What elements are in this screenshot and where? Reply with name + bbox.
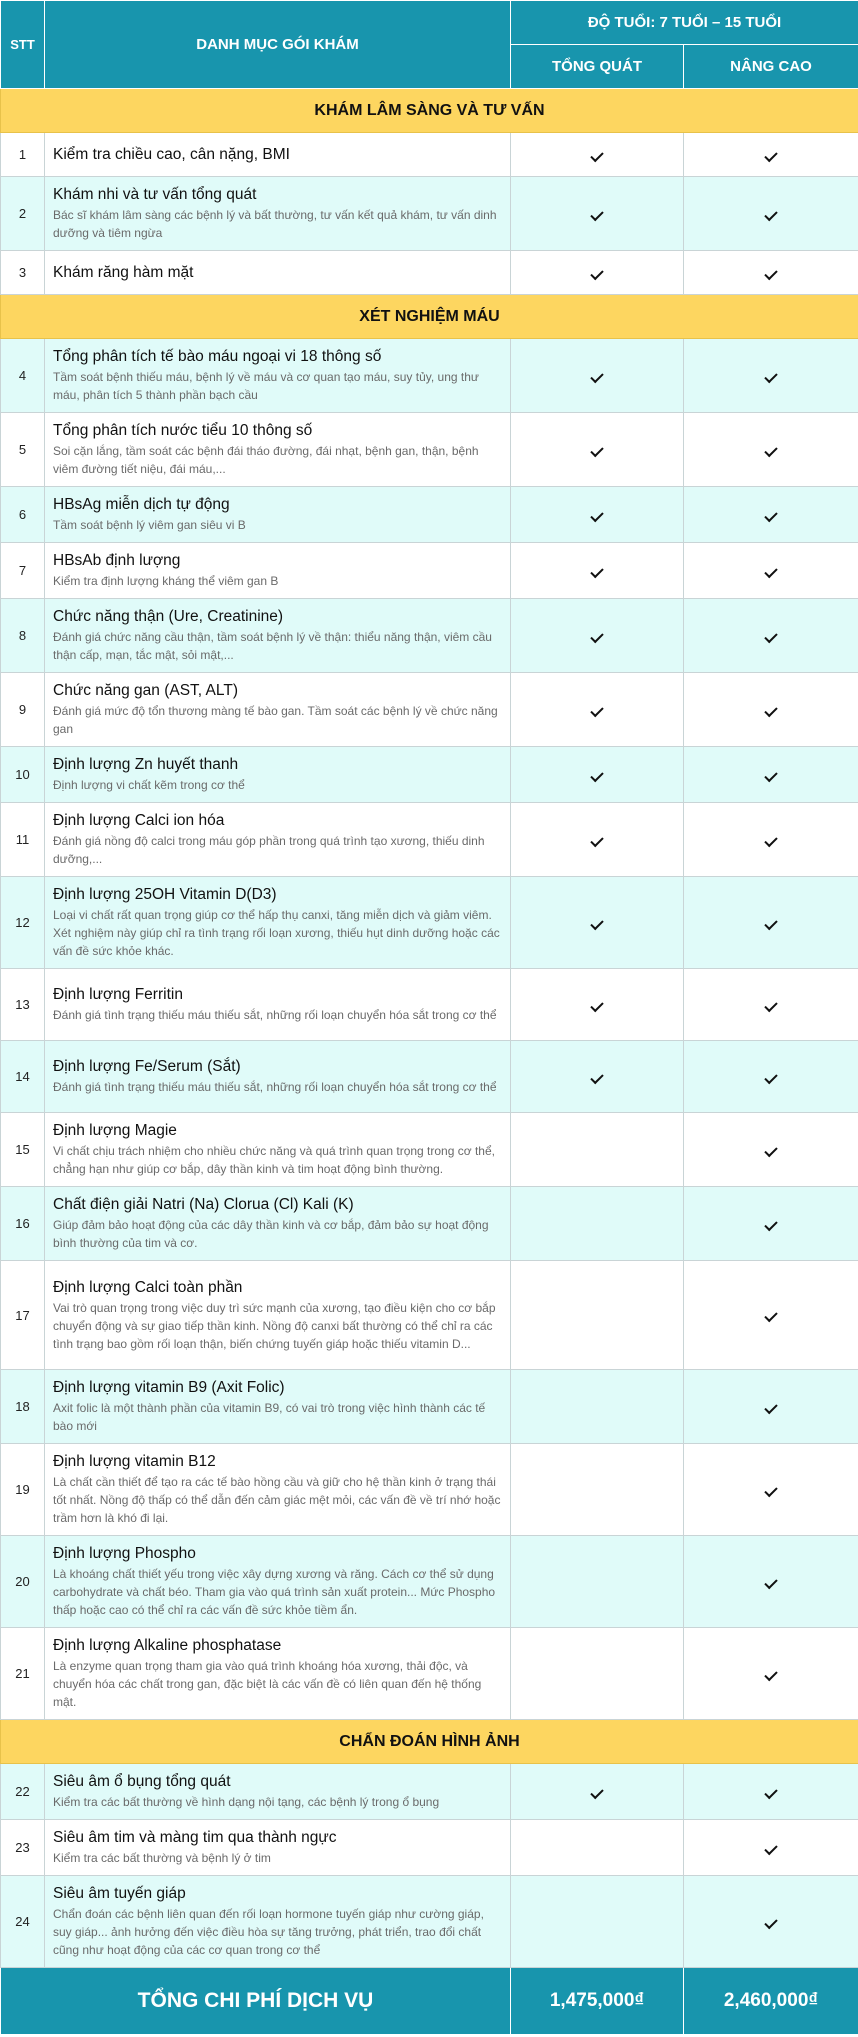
table-row [1,1764,858,1820]
service-cell [45,1764,511,1820]
check-icon [764,1483,777,1496]
service-description: Đánh giá chức năng cầu thận, tầm soát bệnh lý về thận: thiểu năng thận, viêm cầu thận cấp, mạn, tắc mật, sỏi mật,... [53,630,492,662]
table-row [1,1820,858,1876]
advanced-package-cell [684,1041,858,1113]
service-description: Kiểm tra các bất thường về hình dạng nội tạng, các bệnh lý trong ổ bụng [53,1795,440,1809]
service-cell [45,877,511,969]
check-icon [764,148,777,161]
row-number: 4 [1,339,45,413]
advanced-package-cell [684,1628,858,1720]
basic-package-cell [511,487,684,543]
header-category: DANH MỤC GÓI KHÁM [45,1,511,89]
check-icon [590,916,603,929]
service-description: Axit folic là một thành phần của vitamin B9, có vai trò trong việc hình thành các tế bào mới [53,1401,486,1433]
service-description: Đánh giá nồng độ calci trong máu góp phần trong quá trình tạo xương, thiếu dinh dưỡng,... [53,834,485,866]
advanced-package-cell [684,1187,858,1261]
service-cell [45,1370,511,1444]
header-basic-package: TỔNG QUÁT [511,45,684,89]
service-title: Kiểm tra chiều cao, cân nặng, BMI [53,145,290,163]
basic-package-cell [511,1876,684,1968]
row-number: 7 [1,543,45,599]
service-description: Tầm soát bệnh thiếu máu, bệnh lý về máu và cơ quan tạo máu, suy tủy, ung thư máu, phân tích 5 thành phần bạch cầu [53,370,479,402]
service-description: Chẩn đoán các bệnh liên quan đến rối loạn hormone tuyến giáp như cường giáp, suy giáp... ảnh hưởng đến việc điều hòa sự tăng trưởng, phát triển, trao đổi chất cũng như hoạt động của các cơ quan trong cơ thể [53,1907,484,1957]
service-title: HBsAg miễn dịch tự động [53,496,230,513]
row-number: 14 [1,1041,45,1113]
service-title: Chức năng gan (AST, ALT) [53,682,238,699]
service-cell [45,1820,511,1876]
service-cell [45,177,511,251]
service-cell [45,413,511,487]
advanced-package-cell [684,1536,858,1628]
basic-package-cell [511,1370,684,1444]
service-cell [45,251,511,295]
table-row [1,1187,858,1261]
service-description: Là chất cần thiết để tạo ra các tế bào hồng cầu và giữ cho hệ thần kinh ở trạng thái tốt nhất. Nồng độ thấp có thể dẫn đến cảm giác mệt mỏi, các vấn đề về trí nhớ hoặc trầm hơn là khó đi lại. [53,1475,501,1525]
table-row [1,1628,858,1720]
table-row [1,133,858,177]
service-description: Vi chất chịu trách nhiệm cho nhiều chức năng và quá trình quan trọng trong cơ thể, chẳng hạn như giúp cơ bắp, dây thần kinh và tim hoạt động bình thường. [53,1144,495,1176]
total-row [1,1968,858,2035]
check-icon [764,266,777,279]
row-number: 3 [1,251,45,295]
service-description: Đánh giá tình trạng thiếu máu thiếu sắt, những rối loạn chuyển hóa sắt trong cơ thể [53,1008,497,1022]
check-icon [590,629,603,642]
check-icon [590,768,603,781]
advanced-package-cell [684,543,858,599]
check-icon [590,1785,603,1798]
check-icon [590,1070,603,1083]
table-row [1,1261,858,1370]
row-number: 24 [1,1876,45,1968]
advanced-package-cell [684,177,858,251]
basic-package-cell [511,543,684,599]
service-title: HBsAb định lượng [53,552,181,569]
check-icon [764,1217,777,1230]
table-row [1,1444,858,1536]
service-title: Tổng phân tích tế bào máu ngoại vi 18 thông số [53,348,382,365]
table-row [1,673,858,747]
row-number: 17 [1,1261,45,1370]
row-number: 6 [1,487,45,543]
service-description: Soi cặn lắng, tầm soát các bệnh đái tháo đường, đái nhạt, bệnh gan, thận, bệnh viêm đường tiết niệu, đái máu,... [53,444,479,476]
basic-package-cell [511,747,684,803]
service-title: Định lượng vitamin B12 [53,1453,216,1470]
row-number: 16 [1,1187,45,1261]
basic-package-cell [511,1187,684,1261]
check-icon [764,703,777,716]
table-row [1,177,858,251]
service-description: Đánh giá tình trạng thiếu máu thiếu sắt, những rối loạn chuyển hóa sắt trong cơ thể [53,1080,497,1094]
section-title: XÉT NGHIỆM MÁU [1,295,858,339]
service-title: Định lượng Calci toàn phần [53,1278,243,1296]
table-row [1,1041,858,1113]
row-number: 15 [1,1113,45,1187]
advanced-package-cell [684,599,858,673]
service-title: Định lượng 25OH Vitamin D(D3) [53,886,277,903]
section-title: CHẨN ĐOÁN HÌNH ẢNH [1,1720,858,1764]
table-row [1,413,858,487]
service-cell [45,747,511,803]
check-icon [590,508,603,521]
service-description: Vai trò quan trọng trong việc duy trì sức mạnh của xương, tạo điều kiện cho cơ bắp chuyển động và sự giao tiếp thần kinh. Nồng độ canxi bất thường có thể chỉ ra các tình trạng bao gồm rối loạn thận, biến chứng tuyến giáp hoặc thiếu vitamin D... [53,1300,496,1351]
table-row [1,543,858,599]
check-icon [764,1309,777,1322]
service-title: Tổng phân tích nước tiểu 10 thông số [53,422,313,439]
header-advanced-package: NÂNG CAO [684,45,858,89]
table-row [1,251,858,295]
check-icon [764,443,777,456]
row-number: 18 [1,1370,45,1444]
service-cell [45,673,511,747]
table-row [1,599,858,673]
basic-package-cell [511,177,684,251]
check-icon [764,1915,777,1928]
basic-package-cell [511,877,684,969]
check-icon [764,916,777,929]
advanced-package-cell [684,1370,858,1444]
table-row [1,339,858,413]
table-row [1,969,858,1041]
service-title: Khám răng hàm mặt [53,263,194,281]
check-icon [590,207,603,220]
basic-package-cell [511,1820,684,1876]
advanced-package-cell [684,1876,858,1968]
row-number: 5 [1,413,45,487]
advanced-package-cell [684,1261,858,1370]
service-description: Đánh giá mức độ tổn thương màng tế bào gan. Tầm soát các bệnh lý về chức năng gan [53,704,498,736]
check-icon [764,998,777,1011]
check-icon [764,1841,777,1854]
check-icon [764,564,777,577]
basic-package-cell [511,673,684,747]
service-title: Định lượng Calci ion hóa [53,812,225,829]
service-title: Khám nhi và tư vấn tổng quát [53,186,257,203]
service-cell [45,339,511,413]
advanced-package-cell [684,803,858,877]
service-description: Định lượng vi chất kẽm trong cơ thể [53,778,245,792]
advanced-package-cell [684,673,858,747]
row-number: 13 [1,969,45,1041]
table-row [1,803,858,877]
section-row [1,295,858,339]
basic-package-cell [511,251,684,295]
service-title: Định lượng Ferritin [53,986,183,1003]
section-title: KHÁM LÂM SÀNG VÀ TƯ VẤN [1,89,858,133]
row-number: 8 [1,599,45,673]
service-description: Kiểm tra định lượng kháng thể viêm gan B [53,574,279,588]
row-number: 20 [1,1536,45,1628]
service-cell [45,1444,511,1536]
check-icon [764,1575,777,1588]
service-title: Siêu âm ổ bụng tổng quát [53,1773,231,1790]
service-cell [45,1628,511,1720]
service-cell [45,1536,511,1628]
basic-package-cell [511,1261,684,1370]
check-icon [590,266,603,279]
row-number: 22 [1,1764,45,1820]
basic-package-cell [511,1113,684,1187]
service-description: Tầm soát bệnh lý viêm gan siêu vi B [53,518,246,532]
advanced-package-cell [684,969,858,1041]
check-icon [764,1667,777,1680]
advanced-package-cell [684,133,858,177]
check-icon [764,207,777,220]
table-row [1,1536,858,1628]
basic-package-cell [511,969,684,1041]
header-stt: STT [1,1,45,89]
service-cell [45,599,511,673]
service-cell [45,487,511,543]
total-advanced-price: 2,460,000₫ [684,1968,858,2035]
table-row [1,1370,858,1444]
basic-package-cell [511,1628,684,1720]
basic-package-cell [511,1536,684,1628]
row-number: 11 [1,803,45,877]
service-cell [45,1113,511,1187]
table-body [1,89,858,1968]
service-cell [45,1261,511,1370]
check-icon [764,629,777,642]
check-icon [764,1400,777,1413]
table-row [1,1876,858,1968]
check-icon [590,833,603,846]
service-title: Siêu âm tuyến giáp [53,1885,186,1902]
table-header [1,1,858,89]
basic-package-cell [511,1444,684,1536]
check-icon [764,1785,777,1798]
check-icon [764,833,777,846]
service-description: Giúp đảm bảo hoạt động của các dây thần kinh và cơ bắp, đảm bảo sự hoạt động bình thường của tim và cơ. [53,1218,489,1250]
service-description: Bác sĩ khám lâm sàng các bệnh lý và bất thường, tư vấn kết quả khám, tư vấn dinh dưỡng và tiêm ngừa [53,208,497,240]
service-title: Định lượng Fe/Serum (Sắt) [53,1058,241,1075]
section-row [1,1720,858,1764]
advanced-package-cell [684,251,858,295]
service-cell [45,543,511,599]
advanced-package-cell [684,1444,858,1536]
advanced-package-cell [684,339,858,413]
check-icon [764,768,777,781]
table-row [1,487,858,543]
row-number: 10 [1,747,45,803]
check-icon [590,703,603,716]
service-cell [45,803,511,877]
service-title: Chất điện giải Natri (Na) Clorua (Cl) Kali (K) [53,1196,354,1213]
row-number: 19 [1,1444,45,1536]
service-description: Kiểm tra các bất thường và bệnh lý ở tim [53,1851,271,1865]
basic-package-cell [511,413,684,487]
service-title: Định lượng vitamin B9 (Axit Folic) [53,1379,285,1396]
service-cell [45,969,511,1041]
service-cell [45,1041,511,1113]
basic-package-cell [511,1764,684,1820]
basic-package-cell [511,339,684,413]
check-icon [590,369,603,382]
advanced-package-cell [684,413,858,487]
service-cell [45,133,511,177]
row-number: 23 [1,1820,45,1876]
service-cell [45,1876,511,1968]
advanced-package-cell [684,877,858,969]
service-title: Định lượng Phospho [53,1545,196,1562]
check-icon [764,508,777,521]
row-number: 1 [1,133,45,177]
basic-package-cell [511,1041,684,1113]
advanced-package-cell [684,487,858,543]
advanced-package-cell [684,1113,858,1187]
check-icon [764,1143,777,1156]
check-icon [590,998,603,1011]
check-icon [764,1070,777,1083]
basic-package-cell [511,133,684,177]
service-title: Chức năng thận (Ure, Creatinine) [53,608,284,625]
check-icon [590,443,603,456]
table-row [1,1113,858,1187]
service-title: Siêu âm tim và màng tim qua thành ngực [53,1829,337,1846]
table-row [1,877,858,969]
service-description: Là enzyme quan trọng tham gia vào quá trình khoáng hóa xương, thải độc, và chuyển hóa các chất trong gan, đặc biệt là các vấn đề có liên quan đến hệ thống mật. [53,1659,482,1709]
advanced-package-cell [684,747,858,803]
row-number: 12 [1,877,45,969]
basic-package-cell [511,803,684,877]
service-title: Định lượng Zn huyết thanh [53,756,239,773]
header-age-range: ĐỘ TUỔI: 7 TUỔI – 15 TUỔI [511,1,858,45]
service-description: Loại vi chất rất quan trọng giúp cơ thể hấp thụ canxi, tăng miễn dịch và giảm viêm. Xét nghiệm này giúp chỉ ra tình trạng rối loạn xương, thiếu hụt dinh dưỡng hoặc các vấn đề sức khỏe khác. [53,908,500,958]
advanced-package-cell [684,1820,858,1876]
service-cell [45,1187,511,1261]
row-number: 9 [1,673,45,747]
service-description: Là khoáng chất thiết yếu trong việc xây dựng xương và răng. Cách cơ thể sử dụng carbohydrate và chất béo. Tham gia vào quá trình sản xuất protein... Mức Phospho thấp hoặc cao có thể chỉ ra các vấn đề sức khỏe tiềm ẩn. [53,1567,496,1617]
service-title: Định lượng Alkaline phosphatase [53,1637,282,1654]
basic-package-cell [511,599,684,673]
check-icon [590,148,603,161]
check-icon [590,564,603,577]
row-number: 21 [1,1628,45,1720]
service-title: Định lượng Magie [53,1122,177,1139]
advanced-package-cell [684,1764,858,1820]
check-icon [764,369,777,382]
section-row [1,89,858,133]
total-label: TỔNG CHI PHÍ DỊCH VỤ [1,1968,511,2035]
table-row [1,747,858,803]
row-number: 2 [1,177,45,251]
total-basic-price: 1,475,000₫ [511,1968,684,2035]
